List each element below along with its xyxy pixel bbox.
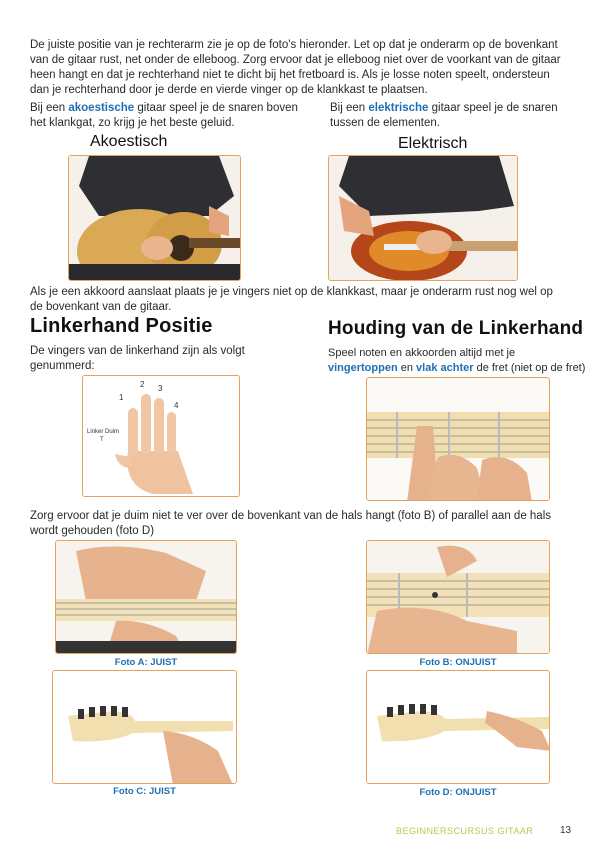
finger-numbers-photo bbox=[82, 375, 240, 497]
chord-note bbox=[30, 285, 575, 315]
posture-heading: Houding van de Linkerhand bbox=[328, 318, 584, 339]
intro-paragraph bbox=[30, 38, 575, 98]
thumb-note bbox=[30, 509, 575, 539]
intro-line: De juiste positie van je rechterarm zie je op de foto's hieronder. Let op dat je onderarm op de bovenkant bbox=[30, 39, 558, 51]
photo-b-caption: Foto B: ONJUIST bbox=[419, 657, 497, 668]
finger-number-1: 1 bbox=[119, 393, 124, 402]
thumb-note-line: Zorg ervoor dat je duim niet te ver over de bovenkant van de hals hangt (foto B) of parallel aan de hals bbox=[30, 510, 552, 522]
acoustic-guitar-illustration bbox=[69, 156, 241, 281]
electric-text-line2: tussen de elementen. bbox=[330, 117, 440, 129]
photo-d-caption: Foto D: ONJUIST bbox=[419, 787, 497, 798]
finger-number-4: 4 bbox=[174, 401, 179, 410]
chord-note-line: de bovenkant van de gitaar. bbox=[30, 301, 172, 313]
posture-text bbox=[328, 346, 593, 376]
intro-line: van de gitaar rust, net onder de elleboog. Zorg ervoor dat je elleboog niet over de voorkant van de gitaar bbox=[30, 54, 561, 66]
intro-line: heen hangt en dat je rechterhand niet te dicht bij het fretboard is. Als je losse noten speelt, ondersteun bbox=[30, 69, 550, 81]
acoustic-text-post: gitaar speel je de snaren boven bbox=[134, 102, 298, 114]
thumb-number: T bbox=[100, 437, 104, 443]
electric-text bbox=[330, 101, 590, 131]
page-number: 13 bbox=[560, 825, 572, 836]
fretboard-illustration bbox=[367, 378, 550, 501]
footer-title: BEGINNERSCURSUS GITAAR bbox=[396, 826, 534, 836]
left-hand-text-line: genummerd: bbox=[30, 360, 95, 372]
photo-a-illustration bbox=[56, 541, 237, 654]
chord-note-line: Als je een akkoord aanslaat plaats je je vingers niet op de klankkast, maar je onderarm rust nog wel op bbox=[30, 286, 553, 298]
photo-d-illustration bbox=[367, 671, 550, 784]
acoustic-highlight: akoestische bbox=[68, 102, 135, 114]
hand-illustration bbox=[83, 376, 240, 497]
acoustic-guitar-photo bbox=[68, 155, 241, 281]
photo-b-illustration bbox=[367, 541, 550, 654]
photo-c-illustration bbox=[53, 671, 237, 784]
fingertip-photo bbox=[366, 377, 550, 501]
posture-highlight-behind: vlak achter bbox=[416, 362, 474, 374]
electric-highlight: elektrische bbox=[368, 102, 429, 114]
electric-guitar-photo bbox=[328, 155, 518, 281]
posture-text-line1: Speel noten en akkoorden altijd met je bbox=[328, 347, 516, 359]
photo-a-caption: Foto A: JUIST bbox=[114, 657, 178, 668]
acoustic-text bbox=[30, 101, 310, 131]
acoustic-heading: Akoestisch bbox=[90, 133, 168, 150]
thumb-note-line: wordt gehouden (foto D) bbox=[30, 525, 155, 537]
posture-highlight-fingertips: vingertoppen bbox=[328, 362, 398, 374]
electric-guitar-illustration bbox=[329, 156, 518, 281]
photo-c bbox=[52, 670, 237, 784]
electric-heading: Elektrisch bbox=[398, 135, 468, 152]
photo-a bbox=[55, 540, 237, 654]
left-hand-text bbox=[30, 344, 310, 374]
acoustic-text-line2: het klankgat, zo krijg je het beste geluid. bbox=[30, 117, 235, 129]
photo-b bbox=[366, 540, 550, 654]
thumb-label: Linker Duim bbox=[87, 429, 120, 435]
finger-number-3: 3 bbox=[158, 384, 163, 393]
finger-number-2: 2 bbox=[140, 380, 145, 389]
intro-line: dan je rechterhand door je derde en vierde vinger op de klankkast te plaatsen. bbox=[30, 84, 428, 96]
photo-d bbox=[366, 670, 550, 784]
left-hand-text-line: De vingers van de linkerhand zijn als volgt bbox=[30, 345, 245, 357]
posture-text-end: de fret (niet op de fret) bbox=[473, 362, 586, 374]
photo-c-caption: Foto C: JUIST bbox=[113, 786, 176, 797]
left-hand-heading: Linkerhand Positie bbox=[30, 315, 213, 337]
acoustic-text-pre: Bij een bbox=[30, 102, 69, 114]
electric-text-pre: Bij een bbox=[330, 102, 369, 114]
electric-text-post: gitaar speel je de snaren bbox=[428, 102, 558, 114]
posture-text-mid: en bbox=[397, 362, 417, 374]
